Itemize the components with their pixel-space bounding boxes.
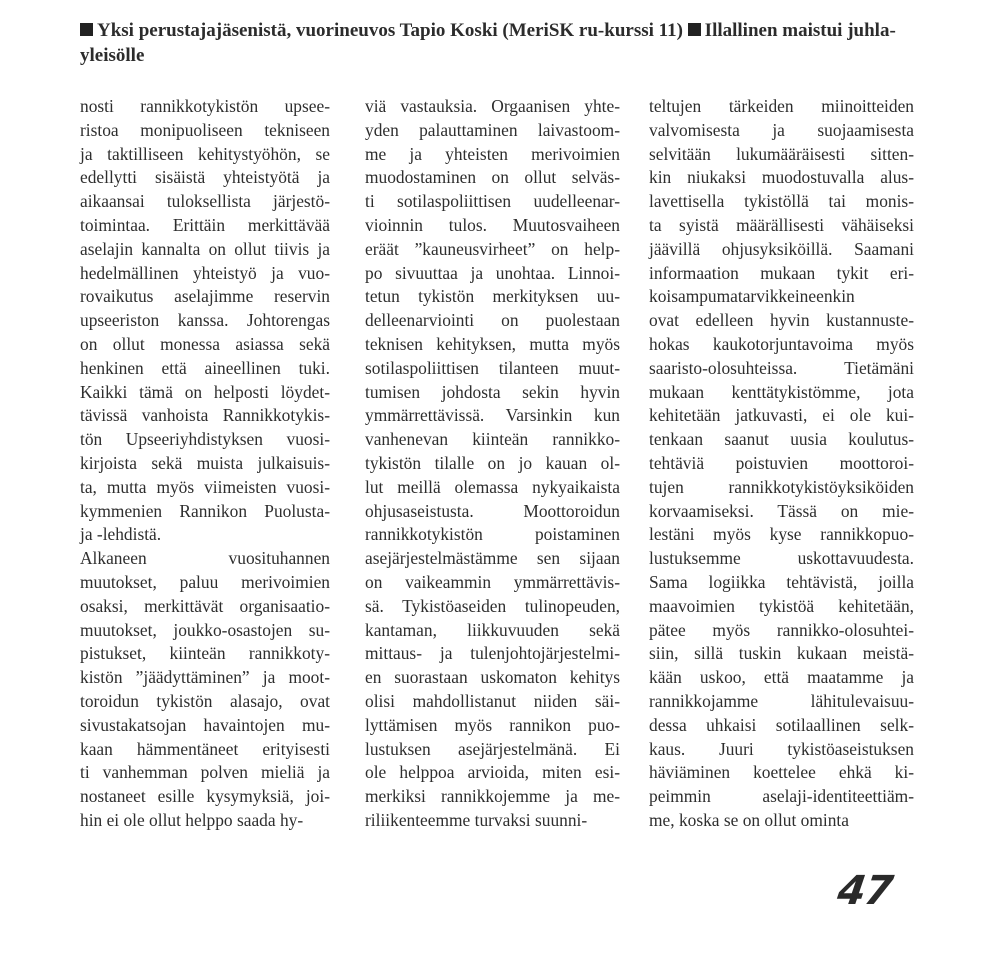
text-line: lestäni myös kyse rannikkopuo- xyxy=(649,524,914,545)
text-line: ohjusaseistusta. Moottoroidun xyxy=(365,500,620,521)
text-line: lustuksemme uskottavuudesta. xyxy=(649,548,914,569)
page-number: 47 xyxy=(834,868,895,914)
text-line: hokas kaukotorjuntavoima myös xyxy=(649,333,914,354)
text-line: on ollut monessa asiassa sekä xyxy=(80,333,330,354)
text-line: Alkaneen vuosituhannen xyxy=(80,548,330,569)
text-line: tykistön tilalle on jo kauan ol- xyxy=(365,452,620,473)
text-line: asejärjestelmästämme sen sijaan xyxy=(365,548,620,569)
caption-part-3: yleisölle xyxy=(80,45,145,66)
caption-part-1: Yksi perustajajäsenistä, vuorineuvos Tapio Koski (MeriSK ru-kurssi 11) xyxy=(97,20,683,41)
text-line: rovaikutus aselajimme reservin xyxy=(80,286,330,307)
text-line: tävissä vanhoista Rannikkotykis- xyxy=(80,405,330,426)
text-line: selvitään lukumääräisesti sitten- xyxy=(649,143,914,164)
text-line: tön Upseeriyhdistyksen vuosi- xyxy=(80,429,330,450)
text-line: rannikkotykistön poistaminen xyxy=(365,524,620,545)
text-line: korvaamiseksi. Tässä on mie- xyxy=(649,500,914,521)
text-line: ja -lehdistä. xyxy=(80,524,162,545)
text-line: osaksi, merkittävät organisaatio- xyxy=(80,595,330,616)
text-line: tumisen johdosta sekin hyvin xyxy=(365,381,620,402)
text-line: koisampumatarvikkeineenkin xyxy=(649,286,855,307)
text-line: mittaus- ja tulenjohtojärjestelmi- xyxy=(365,643,620,664)
text-line: toimintaa. Erittäin merkittävää xyxy=(80,214,330,235)
text-line: henkinen että aineellinen tuki. xyxy=(80,357,330,378)
text-line: merkiksi rannikkojemme ja me- xyxy=(365,786,620,807)
text-line: jäävillä ohjusyksiköillä. Saamani xyxy=(649,238,914,259)
text-line: tehtäviä poistuvien moottoroi- xyxy=(649,452,914,473)
text-line: teltujen tärkeiden miinoitteiden xyxy=(649,96,914,116)
text-line: delleenarviointi on puolestaan xyxy=(365,310,620,331)
text-line: muutokset, paluu merivoimien xyxy=(80,571,330,592)
text-line: aselajin kannalta on ollut tiivis ja xyxy=(80,238,330,259)
text-line: ja taktilliseen kehitystyöhön, se xyxy=(80,143,330,164)
text-line: lustuksen asejärjestelmänä. Ei xyxy=(365,738,620,759)
text-line: siin, sillä tuskin kukaan meistä- xyxy=(649,643,914,664)
text-line: yden palauttaminen laivastoom- xyxy=(365,119,620,140)
text-line: kirjoista sekä muista julkaisuis- xyxy=(80,452,330,473)
text-line: hin ei ole ollut helppo saada hy- xyxy=(80,809,304,830)
text-line: kistön ”jäädyttäminen” ja moot- xyxy=(80,667,330,688)
text-line: muodostaminen on ollut selväs- xyxy=(365,167,620,188)
text-line: riliikenteemme turvaksi suunni- xyxy=(365,809,588,830)
text-line: ovat edelleen hyvin kustannuste- xyxy=(649,310,914,331)
text-line: kaan hämmentäneet erityisesti xyxy=(80,738,330,759)
text-line: saaristo-olosuhteissa. Tietämäni xyxy=(649,357,914,378)
text-line: nosti rannikkotykistön upsee- xyxy=(80,96,330,116)
text-line: pistukset, kiinteän rannikkoty- xyxy=(80,643,330,664)
text-line: ristoa monipuoliseen tekniseen xyxy=(80,119,330,140)
photo-caption xyxy=(80,18,940,68)
text-column-2 xyxy=(365,95,620,833)
text-line: lavettisella tykistöllä tai monis- xyxy=(649,191,914,212)
text-line: maavoimien tykistöä kehitetään, xyxy=(649,595,914,616)
text-line: ti sotilaspoliittisen uudelleenar- xyxy=(365,191,620,212)
text-line: ymmärrettävissä. Varsinkin kun xyxy=(365,405,620,426)
text-line: Sama logiikka tehtävistä, joilla xyxy=(649,571,914,592)
text-line: po sivuuttaa ja unohtaa. Linnoi- xyxy=(365,262,620,283)
text-line: dessa uhkaisi sotilaallinen selk- xyxy=(649,714,914,735)
text-line: peimmin aselaji-identiteettiäm- xyxy=(649,786,914,807)
text-line: lyttämisen myös rannikon puo- xyxy=(365,714,620,735)
text-line: valvomisesta ja suojaamisesta xyxy=(649,119,914,140)
text-line: sivustakatsojan havaintojen mu- xyxy=(80,714,330,735)
text-line: ta syistä määrällisesti vähäiseksi xyxy=(649,214,914,235)
text-line: sä. Tykistöaseiden tulinopeuden, xyxy=(365,595,620,616)
text-line: olisi mahdollistanut niiden säi- xyxy=(365,690,620,711)
text-line: kaus. Juuri tykistöaseistuksen xyxy=(649,738,914,759)
text-line: teknisen kehityksen, mutta myös xyxy=(365,333,620,354)
text-line: en suorastaan uskomaton kehitys xyxy=(365,667,620,688)
text-line: Kaikki tämä on helposti löydet- xyxy=(80,381,330,402)
text-line: hedelmällinen yhteistyö ja vuo- xyxy=(80,262,330,283)
text-line: ti vanhemman polven mieliä ja xyxy=(80,762,330,783)
text-line: eräät ”kauneusvirheet” on help- xyxy=(365,238,620,259)
text-line: rannikkojamme lähitulevaisuu- xyxy=(649,690,914,711)
text-line: tujen rannikkotykistöyksiköiden xyxy=(649,476,914,497)
text-line: vanhenevan kiinteän rannikko- xyxy=(365,429,620,450)
text-line: kantaman, liikkuvuuden sekä xyxy=(365,619,620,640)
text-column-3 xyxy=(649,95,914,833)
text-line: kään uskoo, että maatamme ja xyxy=(649,667,914,688)
text-line: upseeriston kanssa. Johtorengas xyxy=(80,310,330,331)
text-line: pätee myös rannikko-olosuhtei- xyxy=(649,619,914,640)
text-line: toroidun tykistön alasajo, ovat xyxy=(80,690,330,711)
text-line: edellytti sisäistä yhteistyötä ja xyxy=(80,167,330,188)
text-line: informaation mukaan tykit eri- xyxy=(649,262,914,283)
bullet-square-icon xyxy=(688,23,701,36)
text-line: kehitetään jatkuvasti, ei ole kui- xyxy=(649,405,914,426)
text-line: lut meillä olemassa nykyaikaista xyxy=(365,476,620,497)
text-line: aikaansai tuloksellista järjestö- xyxy=(80,191,330,212)
caption-part-2: Illallinen maistui juhla- xyxy=(704,20,896,41)
text-line: on vaikeammin ymmärrettävis- xyxy=(365,571,620,592)
bullet-square-icon xyxy=(80,23,93,36)
text-line: kin niukaksi muodostuvalla alus- xyxy=(649,167,914,188)
text-line: me ja yhteisten merivoimien xyxy=(365,143,620,164)
text-line: ta, mutta myös viimeisten vuosi- xyxy=(80,476,330,497)
text-line: tetun tykistön merkityksen uu- xyxy=(365,286,620,307)
text-line: häviäminen koettelee ehkä ki- xyxy=(649,762,914,783)
text-line: ole helppoa arvioida, miten esi- xyxy=(365,762,620,783)
text-line: viä vastauksia. Orgaanisen yhte- xyxy=(365,96,620,116)
text-line: kymmenien Rannikon Puolusta- xyxy=(80,500,330,521)
text-line: nostaneet esille kysymyksiä, joi- xyxy=(80,786,330,807)
text-line: tenkaan saanut uusia koulutus- xyxy=(649,429,914,450)
text-line: vioinnin tulos. Muutosvaiheen xyxy=(365,214,620,235)
text-line: mukaan kenttätykistömme, jota xyxy=(649,381,914,402)
text-column-1 xyxy=(80,95,330,833)
text-line: sotilaspoliittisen tilanteen muut- xyxy=(365,357,620,378)
text-line: me, koska se on ollut ominta xyxy=(649,809,849,830)
text-line: muutokset, joukko-osastojen su- xyxy=(80,619,330,640)
